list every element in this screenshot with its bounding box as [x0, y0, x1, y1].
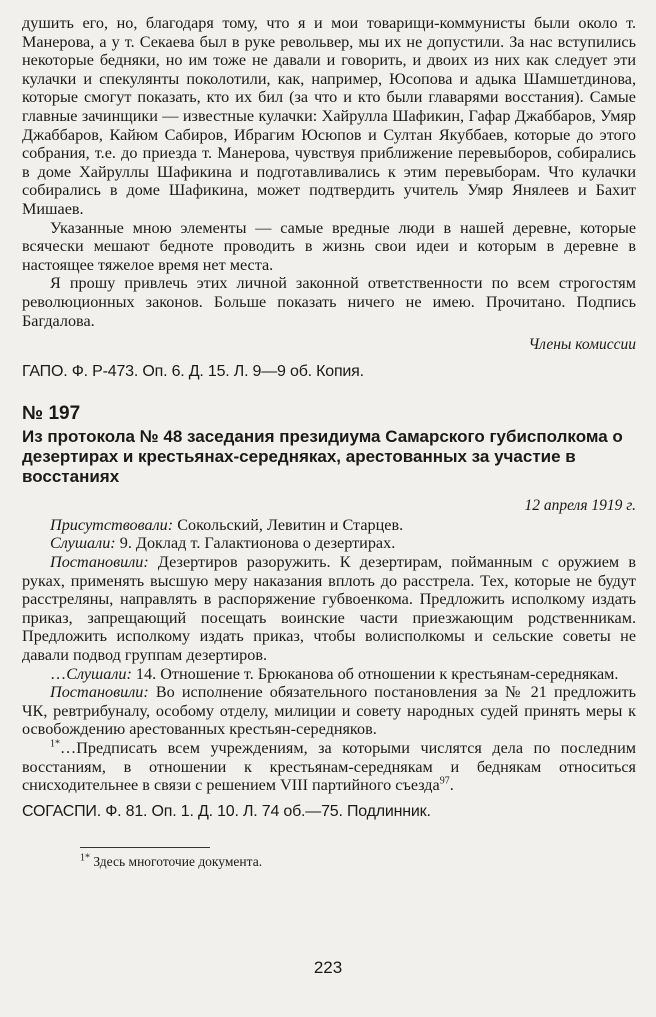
final-period: . — [449, 776, 454, 795]
final-text: …Предписать всем учреждениям, за которыми числятся дела по последним восстаниям, в отношении к крестьянам-середнякам и беднякам относиться снисходительнее в связи с решением VIII партийного съезда — [22, 739, 636, 795]
footnote-text: Здесь многоточие документа. — [90, 854, 263, 870]
page-number: 223 — [313, 958, 343, 977]
paragraph-request: Я прошу привлечь этих личной законной ответственности по всем строгостям революционных законов. Больше показать ничего не имею. Прочитано. Подпись Багдалова. — [22, 274, 636, 330]
heard-prefix-2: … — [50, 664, 67, 683]
paragraph-elements: Указанные мною элементы — самые вредные люди в нашей деревне, которые всячески мешают бедноте проводить в жизнь свои идеи и которым в деревне в настоящее тяжелое время нет места. — [22, 218, 636, 274]
document-number: № 197 — [22, 403, 81, 425]
heard-line-2 — [22, 665, 636, 684]
document-date: 12 апреля 1919 г. — [524, 497, 636, 515]
resolved-text-1: Дезертиров разоружить. К дезертирам, пойманным с оружием в руках, применять высшую меру наказания вплоть до расстрела. Тех, которые не будут расстреляны, направлять в распоряжение губвоенкома. Предложить исполкому издать приказ, запрещающий посещать воинские части приезжающим родственникам. Предложить исполкому издать приказ, чтобы волисполкомы и сельские советы не давали подвод группам дезертиров. — [22, 553, 636, 665]
heard-text-1: 9. Доклад т. Галактионова о дезертирах. — [115, 534, 396, 553]
endnote-ref: 97 — [439, 775, 450, 787]
heard-text-2: 14. Отношение т. Брюканова об отношении к крестьянам-середнякам. — [131, 664, 619, 683]
archive-source-1: ГАПО. Ф. Р-473. Оп. 6. Д. 15. Л. 9—9 об. Копия. — [22, 362, 364, 380]
resolved-text-2: Во исполнение обязательного постановления за № 21 предложить ЧК, ревтрибуналу, особому отделу, милиции и совету народных судей принять меры к освобождению арестованных крестьян-середняков. — [22, 683, 636, 739]
document-page — [22, 14, 636, 870]
heard-label-1: Слушали: — [50, 534, 116, 553]
final-paragraph — [22, 739, 636, 795]
resolved-paragraph-2 — [22, 683, 636, 739]
signature-line: Члены комиссии — [528, 336, 636, 354]
footnote-divider — [80, 847, 210, 848]
document-title: Из протокола № 48 заседания президиума Самарского губисполкома о дезертирах и крестьянах-середняках, арестованных за участие в восстаниях — [22, 427, 623, 487]
present-line — [22, 516, 636, 535]
resolved-paragraph-1 — [22, 553, 636, 665]
footnote — [22, 854, 636, 870]
present-text: Сокольский, Левитин и Старцев. — [173, 515, 404, 534]
heard-line-1 — [22, 534, 636, 553]
present-label: Присутствовали: — [50, 515, 174, 534]
heard-label-2: Слушали: — [66, 664, 132, 683]
final-footnote-mark: 1* — [50, 738, 60, 750]
resolved-label-1: Постановили: — [50, 553, 149, 572]
paragraph-continued: душить его, но, благодаря тому, что я и мои товарищи-коммунисты были около т. Манерова, а у т. Секаева был в руке револьвер, мы их не допустили. За нас вступились некоторые бедняки, но им тоже не давали и говорить, и двоих из них как следует эти кулачки и спекулянты поколотили, как, например, Юсопова и адыка Шамшетдинова, которые смогут показать, кто их бил (за что и кто были главарями восстания). Самые главные зачинщики — известные кулачки: Хайрулла Шафикин, Гафар Джаббаров, Умяр Джаббаров, Кайюм Сабиров, Ибрагим Юсюпов и Султан Якуббаев, которые до этого собрания, т.е. до приезда т. Манерова, чувствуя приближение перевыборов, собирались в доме Хайруллы Шафикина и подготавливались к этим перевыборам. Что кулачки собирались в доме Шафикина, может подтвердить учитель Умяр Янялеев и Бахит Мишаев. — [22, 14, 636, 218]
archive-source-2: СОГАСПИ. Ф. 81. Оп. 1. Д. 10. Л. 74 об.—75. Подлинник. — [22, 802, 431, 820]
footnote-mark: 1* — [80, 852, 90, 864]
resolved-label-2: Постановили: — [50, 683, 149, 702]
